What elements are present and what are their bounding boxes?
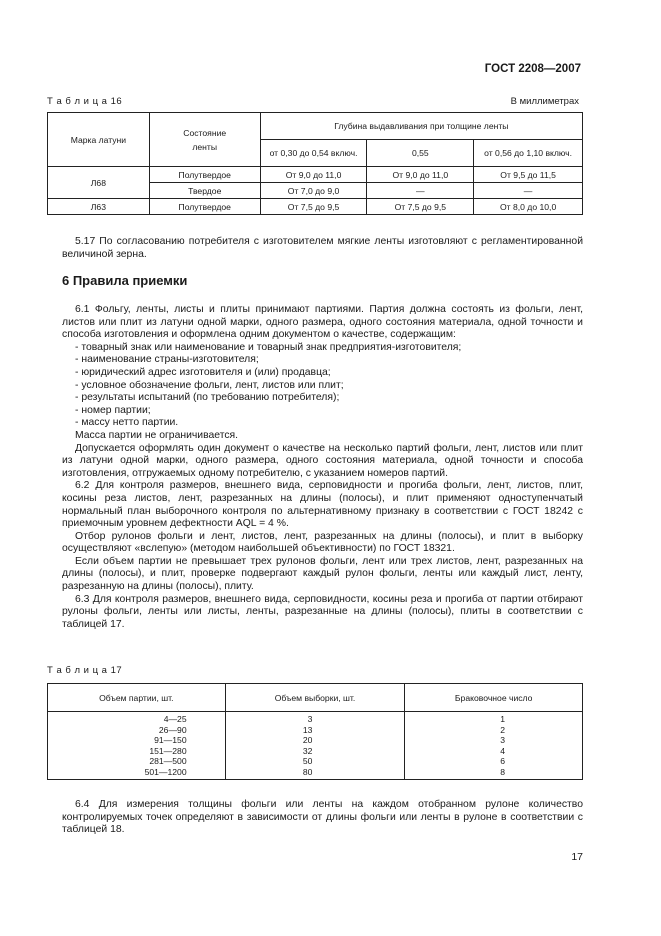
table16-cell-state: Твердое	[149, 183, 260, 199]
paragraph-doc: Допускается оформлять один документ о качестве на несколько партий фольги, лент, листов или плит из латуни одной марки, одного размера, одного состояния материала, одной точности и способа изготовления, отгружаемых одному потребителю, с указанием номеров партий.	[62, 442, 583, 479]
table17-head-reject: Браковочное число	[405, 684, 583, 712]
table-row	[48, 712, 583, 780]
list-item: - массу нетто партии.	[75, 417, 179, 429]
paragraph-6-3: 6.3 Для контроля размеров, внешнего вида, серповидности, косины реза и прогиба от партии отбирают рулоны фольги, ленты или листы, ленты, разрезанные на длины (полосы), плиты в соответствии с таблицей 17.	[62, 593, 583, 630]
table16-cell: От 9,0 до 11,0	[260, 167, 367, 183]
list-item: - условное обозначение фольги, лент, листов или плит;	[75, 379, 344, 391]
table16-cell: От 9,5 до 11,5	[474, 167, 583, 183]
table16-head-t1: от 0,30 до 0,54 включ.	[260, 140, 367, 167]
table16-head-state: Состояние ленты	[149, 113, 260, 167]
document-id: ГОСТ 2208—2007	[484, 63, 581, 75]
table16-head-depth: Глубина выдавливания при толщине ленты	[260, 113, 582, 140]
table17-lot-column: 4—25 26—90 91—150 151—280 281—500 501—1200	[48, 712, 226, 780]
table16-cell-state: Полутвердое	[149, 167, 260, 183]
table17	[47, 683, 583, 780]
list-item: - результаты испытаний (по требованию потребителя);	[75, 392, 340, 404]
table17-head-lot: Объем партии, шт.	[48, 684, 226, 712]
table16-cell-brand: Л68	[48, 167, 150, 199]
table16	[47, 112, 583, 215]
table16-cell: —	[367, 183, 474, 199]
list-item: - номер партии;	[75, 404, 151, 416]
page-number: 17	[571, 851, 583, 863]
table-row	[48, 167, 583, 183]
table17-head-sample: Объем выборки, шт.	[225, 684, 405, 712]
table16-cell-brand: Л63	[48, 199, 150, 215]
paragraph-5-17: 5.17 По согласованию потребителя с изготовителем мягкие ленты изготовляют с регламентированной величиной зерна.	[62, 236, 583, 260]
table16-caption: Т а б л и ц а 16	[47, 96, 123, 107]
table16-head-t2: 0,55	[367, 140, 474, 167]
table16-cell: От 7,5 до 9,5	[260, 199, 367, 215]
paragraph-6-2: 6.2 Для контроля размеров, внешнего вида, серповидности и прогиба фольги, лент, листов, плит, косины реза листов, лент, разрезанных на длины (полосы), и плит применяют одноступенчатый нормальный план выборочного контроля по альтернативному признаку в соответствии с ГОСТ 18242 с приемочным уровнем дефектности AQL = 4 %.	[62, 480, 583, 530]
table16-cell: От 9,0 до 11,0	[367, 167, 474, 183]
list-item: - наименование страны-изготовителя;	[75, 354, 259, 366]
table17-caption: Т а б л и ц а 17	[47, 665, 123, 676]
paragraph-6-4: 6.4 Для измерения толщины фольги или ленты на каждом отобранном рулоне количество контролируемых точек определяют в зависимости от длины фольги или ленты в рулоне в соответствии с таблицей 18.	[62, 799, 583, 836]
table17-sample-column: 3 13 20 32 50 80	[225, 712, 405, 780]
table16-cell: От 8,0 до 10,0	[474, 199, 583, 215]
list-item: - юридический адрес изготовителя и (или) продавца;	[75, 366, 331, 378]
paragraph-mass: Масса партии не ограничивается.	[75, 429, 239, 441]
table-row	[48, 199, 583, 215]
section-6-body	[62, 304, 583, 631]
table16-cell: —	[474, 183, 583, 199]
table17-reject-column: 1 2 3 4 6 8	[405, 712, 583, 780]
table16-units: В миллиметрах	[510, 96, 579, 107]
section-title: 6 Правила приемки	[62, 273, 188, 288]
list-item: - товарный знак или наименование и товарный знак предприятия-изготовителя;	[75, 341, 462, 353]
table16-cell-state: Полутвердое	[149, 199, 260, 215]
paragraph-6-1: 6.1 Фольгу, ленты, листы и плиты принимают партиями. Партия должна состоять из фольги, лент, листов или плит из латуни одной марки, одного размера, одного состояния материала, одной точности и способа изготовления и оформлена одним документом о качестве, содержащим:	[62, 304, 583, 341]
table16-cell: От 7,0 до 9,0	[260, 183, 367, 199]
table16-cell: От 7,5 до 9,5	[367, 199, 474, 215]
paragraph-three: Если объем партии не превышает трех рулонов фольги, лент или трех листов, лент, разрезанных на длины (полосы), и плит, проверке подвергают каждый рулон фольги, ленты или каждый лист, ленту, разрезанную на длины (полосы), плиту.	[62, 555, 583, 593]
table16-head-t3: от 0,56 до 1,10 включ.	[474, 140, 583, 167]
table16-head-brand: Марка латуни	[48, 113, 150, 167]
paragraph-rolls: Отбор рулонов фольги и лент, листов, лент, разрезанных на длины (полосы), и плит в выборку осуществляют «вслепую» (методом наибольшей объективности) по ГОСТ 18321.	[62, 530, 583, 555]
